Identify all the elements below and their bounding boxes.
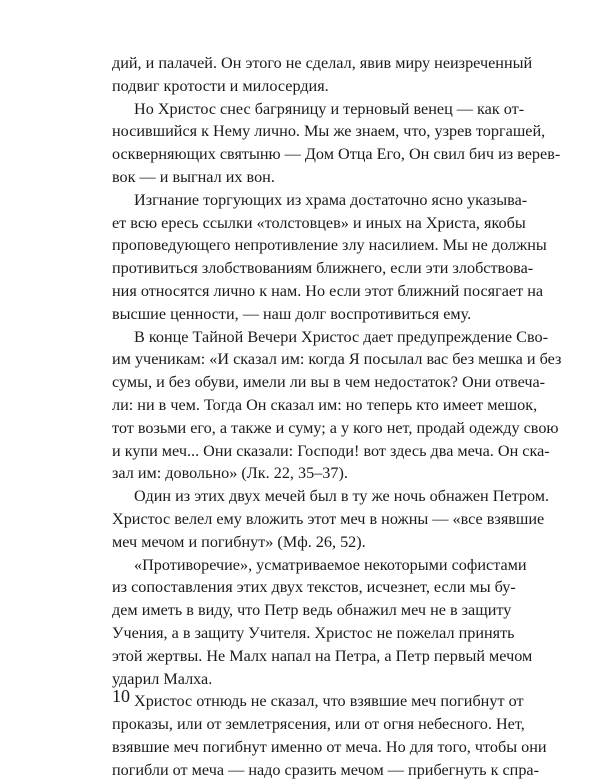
text-line: Христос отнюдь не сказал, что взявшие меч погибнут от	[134, 692, 524, 711]
text-line: проказы, или от землетрясения, или от огня небесного. Нет,	[112, 715, 525, 734]
text-line: проповедующего непротивление злу насилием. Мы не должны	[112, 236, 547, 255]
text-line: Но Христос снес багряницу и терновый венец — как от-	[134, 99, 525, 118]
text-line: Учения, а в защиту Учителя. Христос не пожелал принять	[112, 623, 515, 642]
text-line: зал им: довольно» (Лк. 22, 35–37).	[112, 464, 348, 483]
text-line: дем иметь в виду, что Петр ведь обнажил меч не в защиту	[112, 601, 512, 620]
text-line: Изгнание торгующих из храма достаточно ясно указыва-	[134, 190, 528, 209]
text-line: вок — и выгнал их вон.	[112, 167, 275, 186]
text-line: оскверняющих святыню — Дом Отца Его, Он свил бич из верев-	[112, 145, 561, 164]
text-line: ли: ни в чем. Тогда Он сказал им: но теперь кто имеет мешок,	[112, 395, 538, 414]
text-line: подвиг кротости и милосердия.	[112, 76, 329, 95]
text-line: Христос велел ему вложить этот меч в ножны — «все взявшие	[112, 509, 545, 528]
body-text	[112, 52, 562, 782]
text-line: В конце Тайной Вечери Христос дает предупреждение Сво-	[134, 327, 548, 346]
text-line: и купи меч... Они сказали: Господи! вот здесь два меча. Он ска-	[112, 441, 550, 460]
text-line: этой жертвы. Не Малх напал на Петра, а Петр первый мечом	[112, 646, 533, 665]
text-line: сумы, и без обуви, имели ли вы в чем недостаток? Они отвеча-	[112, 373, 546, 392]
page-number: 10	[112, 686, 130, 706]
text-line: дий, и палачей. Он этого не сделал, явив миру неизреченный	[112, 54, 533, 72]
text-line: погибли от меча — надо сразить мечом — прибегнуть к спра-	[112, 760, 539, 779]
text-line: противиться злобствованиям ближнего, если эти злобствова-	[112, 259, 534, 278]
text-line: «Противоречие», усматриваемое некоторыми софистами	[134, 555, 527, 574]
text-line: высшие ценности, — наш долг воспротивиться ему.	[112, 304, 472, 323]
text-line: взявшие меч погибнут именно от меча. Но для того, чтобы они	[112, 737, 547, 756]
text-line: Один из этих двух мечей был в ту же ночь обнажен Петром.	[134, 487, 550, 506]
text-line: тот возьми его, а также и суму; а у кого нет, продай одежду свою	[112, 418, 559, 437]
text-line: ет всю ересь ссылки «толстовцев» и иных на Христа, якобы	[112, 213, 526, 232]
text-line: ударил Малха.	[112, 669, 213, 688]
text-line: ния относятся лично к нам. Но если этот ближний посягает на	[112, 281, 544, 300]
text-line: из сопоставления этих двух текстов, исчезнет, если мы бу-	[112, 578, 516, 597]
text-line: носившийся к Нему лично. Мы же знаем, что, узрев торгашей,	[112, 122, 546, 141]
text-line: меч мечом и погибнут» (Мф. 26, 52).	[112, 532, 366, 551]
text-line: им ученикам: «И сказал им: когда Я посылал вас без мешка и без	[112, 350, 562, 369]
